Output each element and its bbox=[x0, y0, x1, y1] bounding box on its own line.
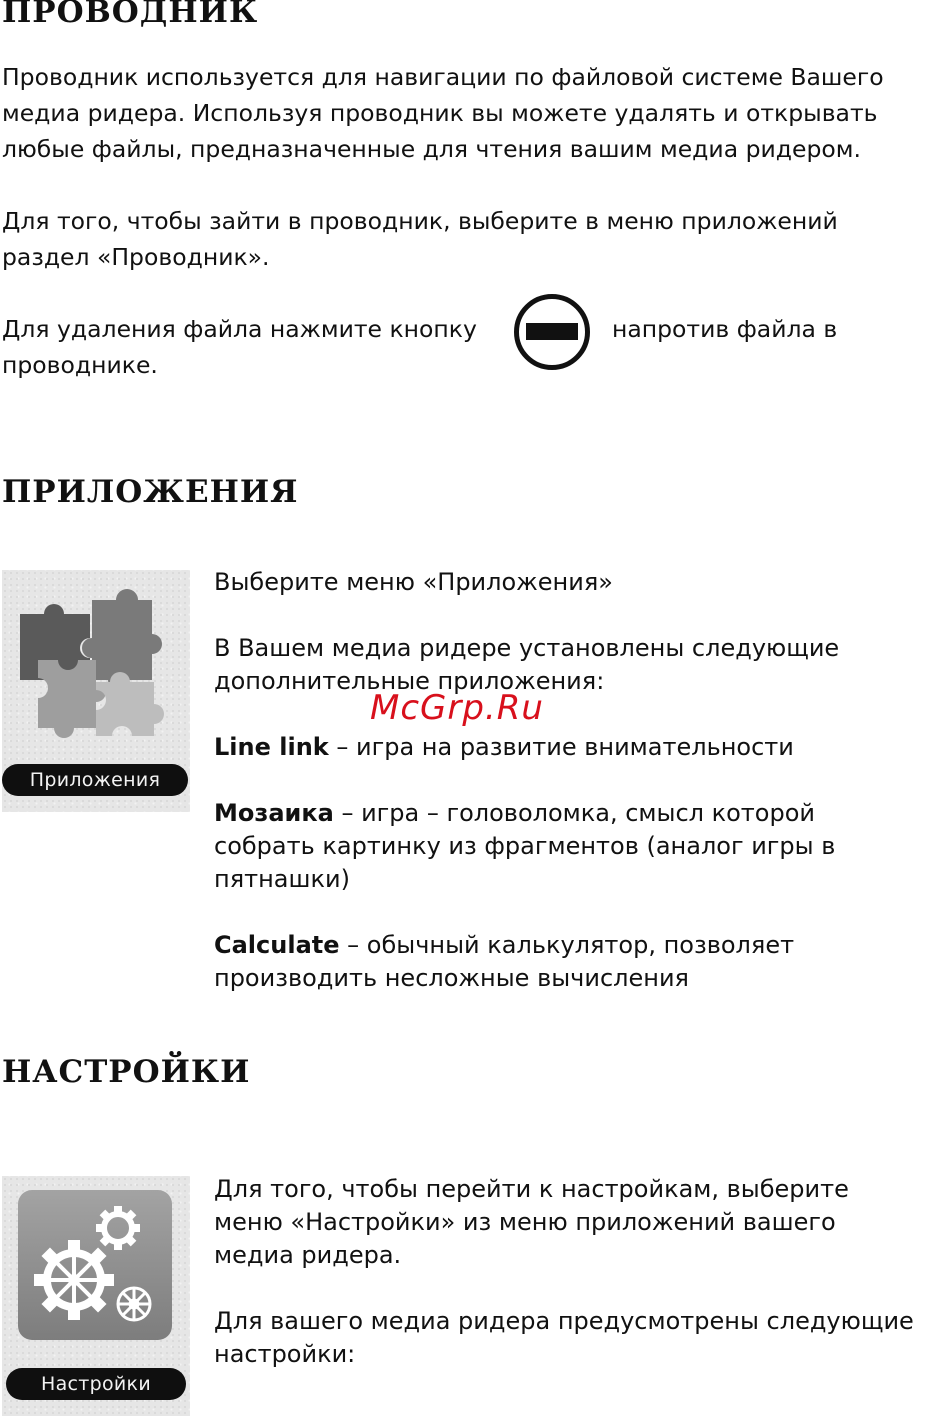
apps-thumbnail-label: Приложения bbox=[2, 764, 188, 796]
settings-thumbnail bbox=[2, 1176, 190, 1416]
explorer-text-line-1: Проводник используется для навигации по файловой системе Вашего bbox=[2, 63, 884, 91]
item-desc: – обычный калькулятор, позволяет bbox=[339, 931, 795, 959]
minus-circle-icon bbox=[512, 292, 592, 372]
explorer-heading: ПРОВОДНИК bbox=[2, 0, 259, 30]
apps-item-mosaic-line-3: пятнашки) bbox=[214, 865, 350, 893]
apps-intro-line-1: В Вашем медиа ридере установлены следующие bbox=[214, 634, 840, 662]
apps-thumbnail bbox=[2, 570, 190, 812]
apps-item-mosaic bbox=[214, 797, 815, 830]
settings-text-line-2: меню «Настройки» из меню приложений вашего bbox=[214, 1208, 836, 1236]
apps-select-menu: Выберите меню «Приложения» bbox=[214, 568, 613, 596]
settings-text-line-3: медиа ридера. bbox=[214, 1241, 402, 1269]
apps-item-line-link bbox=[214, 731, 794, 764]
settings-text-line-1: Для того, чтобы перейти к настройкам, выберите bbox=[214, 1175, 849, 1203]
watermark: McGrp.Ru bbox=[370, 688, 544, 728]
item-name: Мозаика bbox=[214, 799, 334, 827]
explorer-text-line-3: любые файлы, предназначенные для чтения вашим медиа ридером. bbox=[2, 135, 861, 163]
explorer-text-line-4: Для того, чтобы зайти в проводник, выберите в меню приложений bbox=[2, 207, 838, 235]
explorer-text-line-2: медиа ридера. Используя проводник вы можете удалять и открывать bbox=[2, 99, 878, 127]
delete-instruction-start: Для удаления файла нажмите кнопку bbox=[2, 315, 477, 343]
item-desc: – игра на развитие внимательности bbox=[328, 733, 794, 761]
delete-instruction-end: напротив файла в bbox=[612, 315, 838, 343]
settings-text-line-5: настройки: bbox=[214, 1340, 356, 1368]
settings-thumbnail-label: Настройки bbox=[6, 1368, 186, 1400]
settings-heading: НАСТРОЙКИ bbox=[2, 1054, 251, 1090]
item-name: Calculate bbox=[214, 931, 340, 959]
apps-item-calculate bbox=[214, 929, 794, 962]
item-name: Line link bbox=[214, 733, 329, 761]
apps-intro-line-2: дополнительные приложения: bbox=[214, 667, 605, 695]
apps-item-mosaic-line-2: собрать картинку из фрагментов (аналог игры в bbox=[214, 832, 836, 860]
apps-item-calculate-line-2: производить несложные вычисления bbox=[214, 964, 689, 992]
item-desc: – игра – головоломка, смысл которой bbox=[333, 799, 815, 827]
explorer-text-line-5: раздел «Проводник». bbox=[2, 243, 270, 271]
apps-heading: ПРИЛОЖЕНИЯ bbox=[2, 474, 299, 510]
delete-instruction-line-2: проводнике. bbox=[2, 351, 158, 379]
settings-text-line-4: Для вашего медиа ридера предусмотрены следующие bbox=[214, 1307, 914, 1335]
